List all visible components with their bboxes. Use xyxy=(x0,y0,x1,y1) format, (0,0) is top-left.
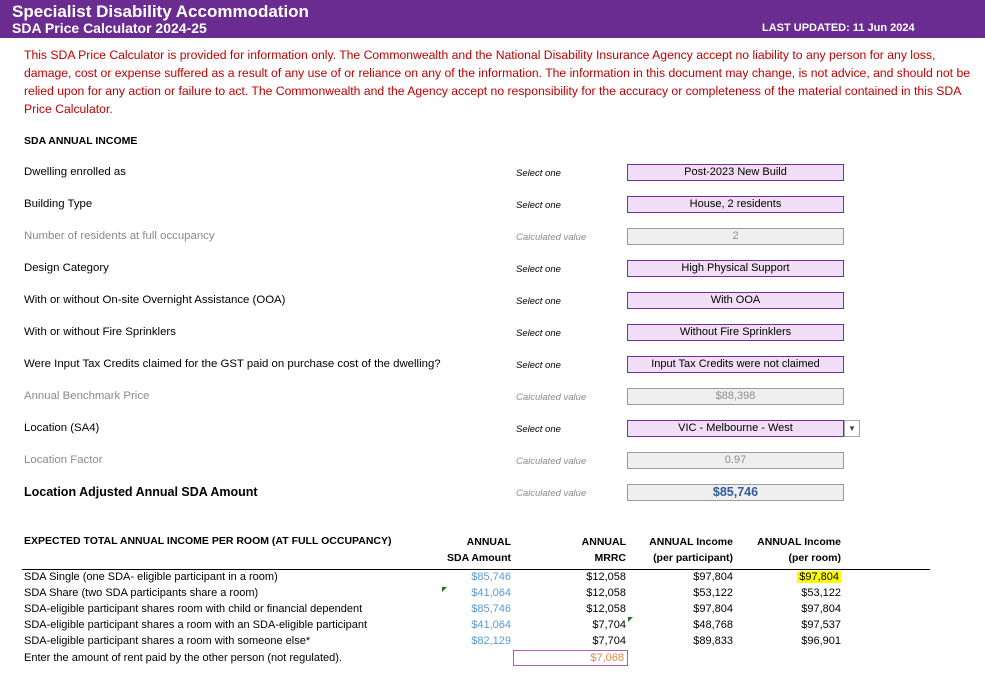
app-subtitle: SDA Price Calculator 2024-25 xyxy=(12,20,207,36)
cell-sda-amount: $41,064 xyxy=(471,587,511,599)
building-type-select[interactable]: House, 2 residents xyxy=(627,196,844,213)
cell-per-room-highlighted xyxy=(741,571,841,583)
col-header-per-room xyxy=(721,534,841,566)
dwelling-enrolled-select[interactable]: Post-2023 New Build xyxy=(627,164,844,181)
col-header-line: ANNUAL Income xyxy=(757,536,841,548)
header-divider xyxy=(22,569,930,570)
cell-per-participant: $53,122 xyxy=(693,587,733,599)
benchmark-price-value: $88,398 xyxy=(627,388,844,405)
col-header-line: SDA Amount xyxy=(447,552,511,564)
hint-select: Select one xyxy=(516,200,561,211)
col-header-line: ANNUAL xyxy=(466,536,511,548)
cell-sda-amount: $82,129 xyxy=(471,635,511,647)
col-header-sda-amount xyxy=(411,534,511,566)
label-benchmark-price: Annual Benchmark Price xyxy=(24,390,150,402)
rent-input[interactable]: $7,068 xyxy=(513,650,628,666)
hint-calculated: Calculated value xyxy=(516,456,587,467)
app-header xyxy=(0,0,985,38)
cell-per-room: $96,901 xyxy=(801,635,841,647)
cell-per-room: $53,122 xyxy=(801,587,841,599)
location-adjusted-amount-value: $85,746 xyxy=(627,484,844,501)
col-header-line: (per participant) xyxy=(653,552,733,564)
hint-select: Select one xyxy=(516,360,561,371)
hint-calculated: Calculated value xyxy=(516,488,587,499)
label-fire-sprinklers: With or without Fire Sprinklers xyxy=(24,326,176,338)
cell-per-participant: $97,804 xyxy=(693,571,733,583)
label-ooa: With or without On-site Overnight Assistance (OOA) xyxy=(24,294,286,306)
col-header-line: ANNUAL xyxy=(581,536,626,548)
location-select[interactable]: VIC - Melbourne - West xyxy=(627,420,844,437)
cell-mrrc: $12,058 xyxy=(586,603,626,615)
table-row-label: SDA Single (one SDA- eligible participant in a room) xyxy=(24,571,278,583)
hint-select: Select one xyxy=(516,168,561,179)
section-title-per-room: EXPECTED TOTAL ANNUAL INCOME PER ROOM (AT FULL OCCUPANCY) xyxy=(24,535,392,547)
cell-mrrc: $12,058 xyxy=(586,571,626,583)
cell-per-participant: $48,768 xyxy=(693,619,733,631)
cell-sda-amount: $85,746 xyxy=(471,603,511,615)
residents-value: 2 xyxy=(627,228,844,245)
col-header-line: ANNUAL Income xyxy=(649,536,733,548)
col-header-line: MRRC xyxy=(594,552,626,564)
hint-select: Select one xyxy=(516,264,561,275)
table-row-label: SDA-eligible participant shares room with child or financial dependent xyxy=(24,603,363,615)
ooa-select[interactable]: With OOA xyxy=(627,292,844,309)
label-residents: Number of residents at full occupancy xyxy=(24,230,215,242)
col-header-per-participant xyxy=(613,534,733,566)
highlighted-value: $97,804 xyxy=(799,571,839,583)
col-header-mrrc xyxy=(526,534,626,566)
rent-label: Enter the amount of rent paid by the other person (not regulated). xyxy=(24,652,342,664)
label-location-factor: Location Factor xyxy=(24,454,103,466)
col-header-line: (per room) xyxy=(788,552,841,564)
cell-per-participant: $97,804 xyxy=(693,603,733,615)
label-location-adjusted-amount: Location Adjusted Annual SDA Amount xyxy=(24,485,258,499)
hint-select: Select one xyxy=(516,296,561,307)
table-row-label: SDA-eligible participant shares a room with someone else* xyxy=(24,635,311,647)
label-location: Location (SA4) xyxy=(24,422,100,434)
chevron-down-icon[interactable]: ▼ xyxy=(844,420,860,437)
fire-sprinklers-select[interactable]: Without Fire Sprinklers xyxy=(627,324,844,341)
label-dwelling-enrolled: Dwelling enrolled as xyxy=(24,166,126,178)
hint-calculated: Calculated value xyxy=(516,232,587,243)
cell-sda-amount: $85,746 xyxy=(471,571,511,583)
cell-mrrc: $12,058 xyxy=(586,587,626,599)
hint-select: Select one xyxy=(516,424,561,435)
app-title: Specialist Disability Accommodation xyxy=(12,2,309,21)
cell-mrrc: $7,704 xyxy=(592,635,626,647)
last-updated: LAST UPDATED: 11 Jun 2024 xyxy=(762,22,915,34)
location-factor-value: 0.97 xyxy=(627,452,844,469)
design-category-select[interactable]: High Physical Support xyxy=(627,260,844,277)
cell-per-participant: $89,833 xyxy=(693,635,733,647)
label-design-category: Design Category xyxy=(24,262,109,274)
table-row-label: SDA-eligible participant shares a room with an SDA-eligible participant xyxy=(24,619,367,631)
cell-sda-amount: $41,064 xyxy=(471,619,511,631)
cell-per-room: $97,537 xyxy=(801,619,841,631)
label-building-type: Building Type xyxy=(24,198,93,210)
cell-mrrc: $7,704 xyxy=(592,619,626,631)
hint-select: Select one xyxy=(516,328,561,339)
label-input-tax-credits: Were Input Tax Credits claimed for the GST paid on purchase cost of the dwelling? xyxy=(24,358,441,370)
input-tax-credits-select[interactable]: Input Tax Credits were not claimed xyxy=(627,356,844,373)
table-row-label: SDA Share (two SDA participants share a room) xyxy=(24,587,259,599)
disclaimer-text: This SDA Price Calculator is provided for information only. The Commonwealth and the National Disability Insurance Agency accept no liability to any person for any loss, damage, cost or expense suffered as a result of any use of or reliance on any of the information. The information in this document may change, is not advice, and should not be relied upon for any action or failure to act. The Commonwealth and the Agency accept no responsibility for the accuracy or completeness of the material contained in this SDA Price Calculator. xyxy=(24,48,970,116)
cell-per-room: $97,804 xyxy=(801,603,841,615)
hint-calculated: Calculated value xyxy=(516,392,587,403)
section-title-annual-income: SDA ANNUAL INCOME xyxy=(24,135,138,147)
